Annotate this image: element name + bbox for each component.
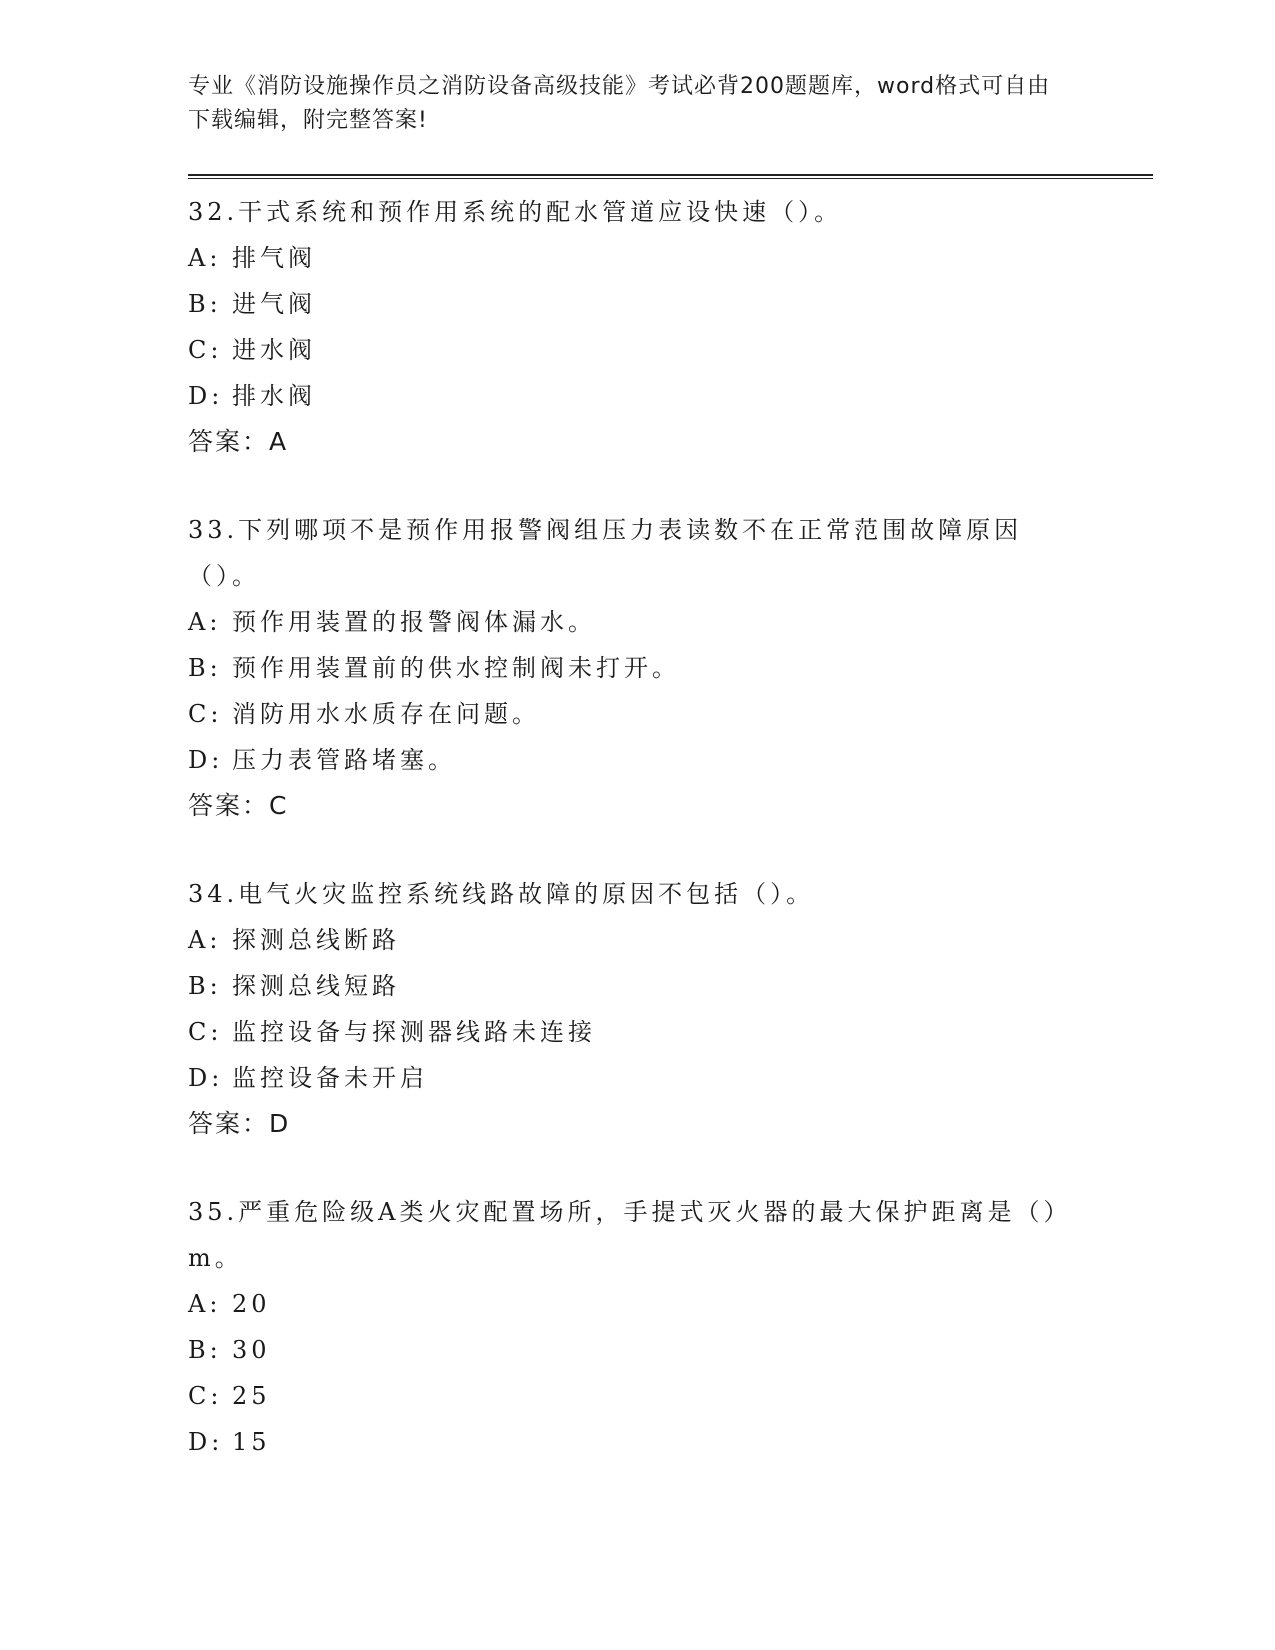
question-stem: 32.干式系统和预作用系统的配水管道应设快速（）。 <box>188 198 843 226</box>
option-text: 探测总线短路 <box>232 972 400 1000</box>
option-letter: D: <box>188 1428 224 1456</box>
option-d <box>188 373 1153 419</box>
option-text: 15 <box>232 1428 271 1456</box>
answer-value: D <box>269 1109 289 1138</box>
option-letter: C: <box>188 700 223 728</box>
document-page <box>188 70 1153 1465</box>
option-letter: B: <box>188 290 222 318</box>
option-letter: C: <box>188 1018 223 1046</box>
option-text: 监控设备未开启 <box>232 1064 428 1092</box>
option-c <box>188 327 1153 373</box>
question-stem: 33.下列哪项不是预作用报警阀组压力表读数不在正常范围故障原因（）。 <box>188 516 1023 590</box>
option-text: 排水阀 <box>232 382 316 410</box>
option-text: 预作用装置的报警阀体漏水。 <box>232 608 596 636</box>
option-c <box>188 1009 1153 1055</box>
option-c <box>188 1373 1153 1419</box>
answer-label: 答案： <box>188 791 270 820</box>
answer-value: A <box>269 427 287 456</box>
option-text: 消防用水水质存在问题。 <box>232 700 540 728</box>
option-letter: B: <box>188 654 222 682</box>
option-a <box>188 599 1153 645</box>
answer-label: 答案： <box>188 427 270 456</box>
option-a <box>188 235 1153 281</box>
option-d <box>188 1055 1153 1101</box>
option-letter: B: <box>188 972 222 1000</box>
question-stem: 35.严重危险级A类火灾配置场所，手提式灭火器的最大保护距离是（）m。 <box>188 1198 1072 1272</box>
option-text: 探测总线断路 <box>232 926 400 954</box>
option-a <box>188 917 1153 963</box>
option-letter: D: <box>188 382 224 410</box>
option-a <box>188 1281 1153 1327</box>
option-text: 30 <box>232 1336 271 1364</box>
option-b <box>188 281 1153 327</box>
option-letter: B: <box>188 1336 222 1364</box>
option-text: 20 <box>232 1290 271 1318</box>
option-letter: A: <box>188 244 222 272</box>
option-letter: C: <box>188 1382 223 1410</box>
option-b <box>188 1327 1153 1373</box>
answer-value: C <box>269 791 287 820</box>
option-text: 预作用装置前的供水控制阀未打开。 <box>232 654 680 682</box>
answer-line <box>188 783 1153 829</box>
option-text: 25 <box>232 1382 271 1410</box>
question-34 <box>188 871 1153 1147</box>
option-letter: A: <box>188 608 222 636</box>
answer-line <box>188 1101 1153 1147</box>
option-d <box>188 1419 1153 1465</box>
option-letter: C: <box>188 336 223 364</box>
question-33 <box>188 507 1153 829</box>
answer-line <box>188 419 1153 465</box>
question-32 <box>188 189 1153 465</box>
option-text: 排气阀 <box>232 244 316 272</box>
option-text: 进水阀 <box>232 336 316 364</box>
option-letter: A: <box>188 1290 222 1318</box>
answer-label: 答案： <box>188 1109 270 1138</box>
document-header: 专业《消防设施操作员之消防设备高级技能》考试必背200题题库，word格式可自由下载编辑，附完整答案! <box>188 74 1051 133</box>
option-b <box>188 645 1153 691</box>
option-text: 监控设备与探测器线路未连接 <box>232 1018 596 1046</box>
option-text: 压力表管路堵塞。 <box>232 746 456 774</box>
option-letter: A: <box>188 926 222 954</box>
option-c <box>188 691 1153 737</box>
question-stem: 34.电气火灾监控系统线路故障的原因不包括（）。 <box>188 880 815 908</box>
question-35 <box>188 1189 1153 1465</box>
option-text: 进气阀 <box>232 290 316 318</box>
option-d <box>188 737 1153 783</box>
option-letter: D: <box>188 746 224 774</box>
option-b <box>188 963 1153 1009</box>
option-letter: D: <box>188 1064 224 1092</box>
